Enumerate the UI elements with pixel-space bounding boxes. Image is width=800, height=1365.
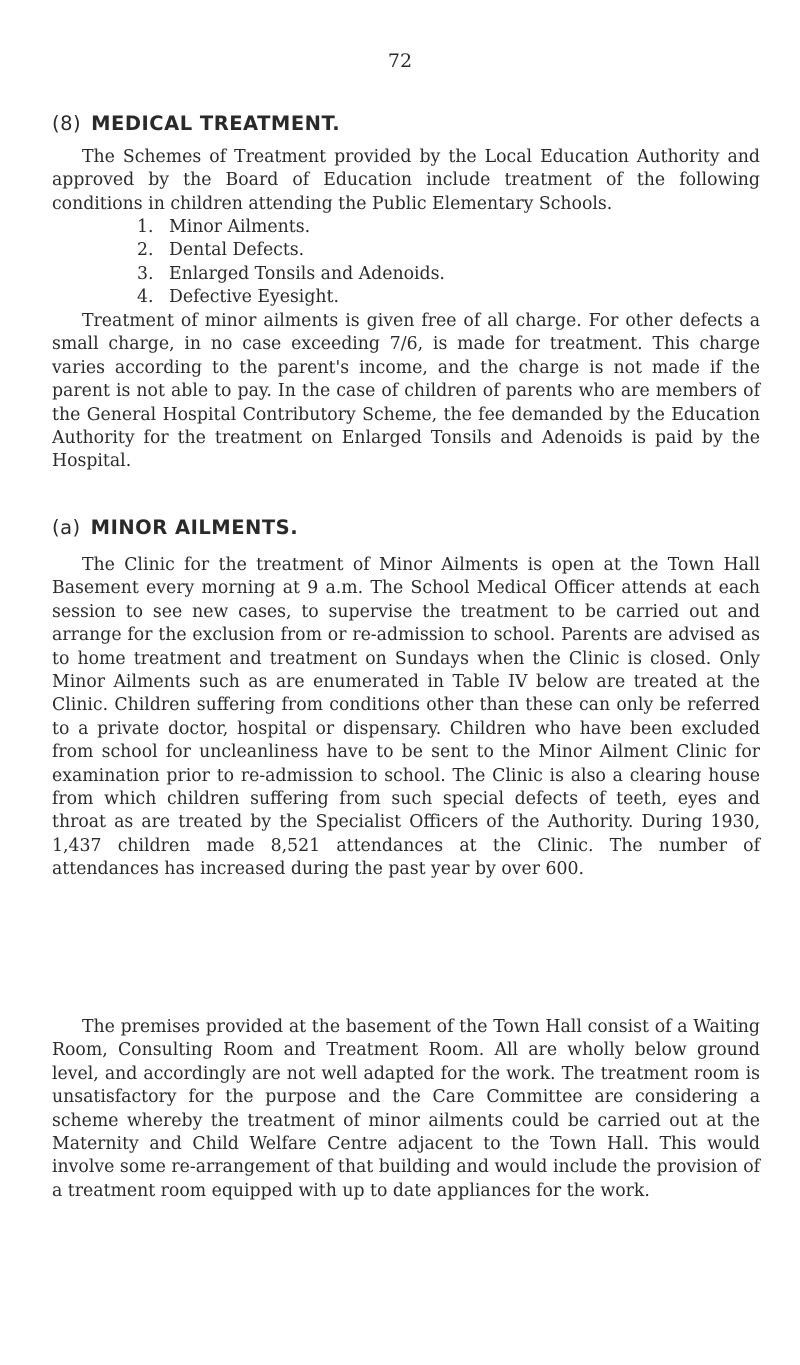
section-title: MEDICAL TREATMENT. xyxy=(91,112,341,135)
list-item: 2. Dental Defects. xyxy=(137,240,305,261)
section-heading-medical-treatment xyxy=(52,112,340,135)
intro-paragraph: The Schemes of Treatment provided by the Local Education Authority and approved by the Board of Education include treatment of the following conditions in children attending the Public Elementary Schools. xyxy=(52,147,760,214)
clinic-paragraph: The Clinic for the treatment of Minor Ailments is open at the Town Hall Basement every morning at 9 a.m. The School Medical Officer attends at each session to see new cases, to supervise the treatment to be carried out and arrange for the exclusion from or re-admission to school. Parents are advised as to home treatment and treatment on Sundays when the Clinic is closed. Only Minor Ailments such as are enumerated in Table IV below are treated at the Clinic. Children suffering from conditions other than these can only be referred to a private doctor, hospital or dispensary. Children who have been excluded from school for uncleanliness have to be sent to the Minor Ailment Clinic for examination prior to re-admission to school. The Clinic is also a clearing house from which children suffering from such special defects of teeth, eyes and throat as are treated by the Specialist Officers of the Authority. During 1930, 1,437 children made 8,521 attendances at the Clinic. The number of attendances has increased during the past year by over 600. xyxy=(52,555,760,880)
page-number: 72 xyxy=(387,50,413,72)
section-heading-minor-ailments xyxy=(52,516,298,539)
premises-paragraph: The premises provided at the basement of the Town Hall consist of a Waiting Room, Consulting Room and Treatment Room. All are wholly below ground level, and accordingly are not well adapted for the work. The treatment room is unsatisfactory for the purpose and the Care Committee are considering a scheme whereby the treatment of minor ailments could be carried out at the Maternity and Child Welfare Centre adjacent to the Town Hall. This would involve some re-arrangement of that building and would include the provision of a treatment room equipped with up to date appliances for the work. xyxy=(52,1017,760,1201)
section-number: (a) xyxy=(52,516,81,539)
conditions-list xyxy=(137,216,445,310)
section-title: MINOR AILMENTS. xyxy=(90,516,299,539)
charges-paragraph: Treatment of minor ailments is given free of all charge. For other defects a small charge, in no case exceeding 7/6, is made for treatment. This charge varies according to the parent's income, and the charge is not made if the parent is not able to pay. In the case of children of parents who are members of the General Hospital Contributory Scheme, the fee demanded by the Education Authority for the treatment on Enlarged Tonsils and Adenoids is paid by the Hospital. xyxy=(52,311,760,472)
section-number: (8) xyxy=(52,112,82,135)
list-item: 4. Defective Eyesight. xyxy=(137,287,339,308)
list-item: 3. Enlarged Tonsils and Adenoids. xyxy=(137,263,445,284)
list-item: 1. Minor Ailments. xyxy=(137,217,311,237)
